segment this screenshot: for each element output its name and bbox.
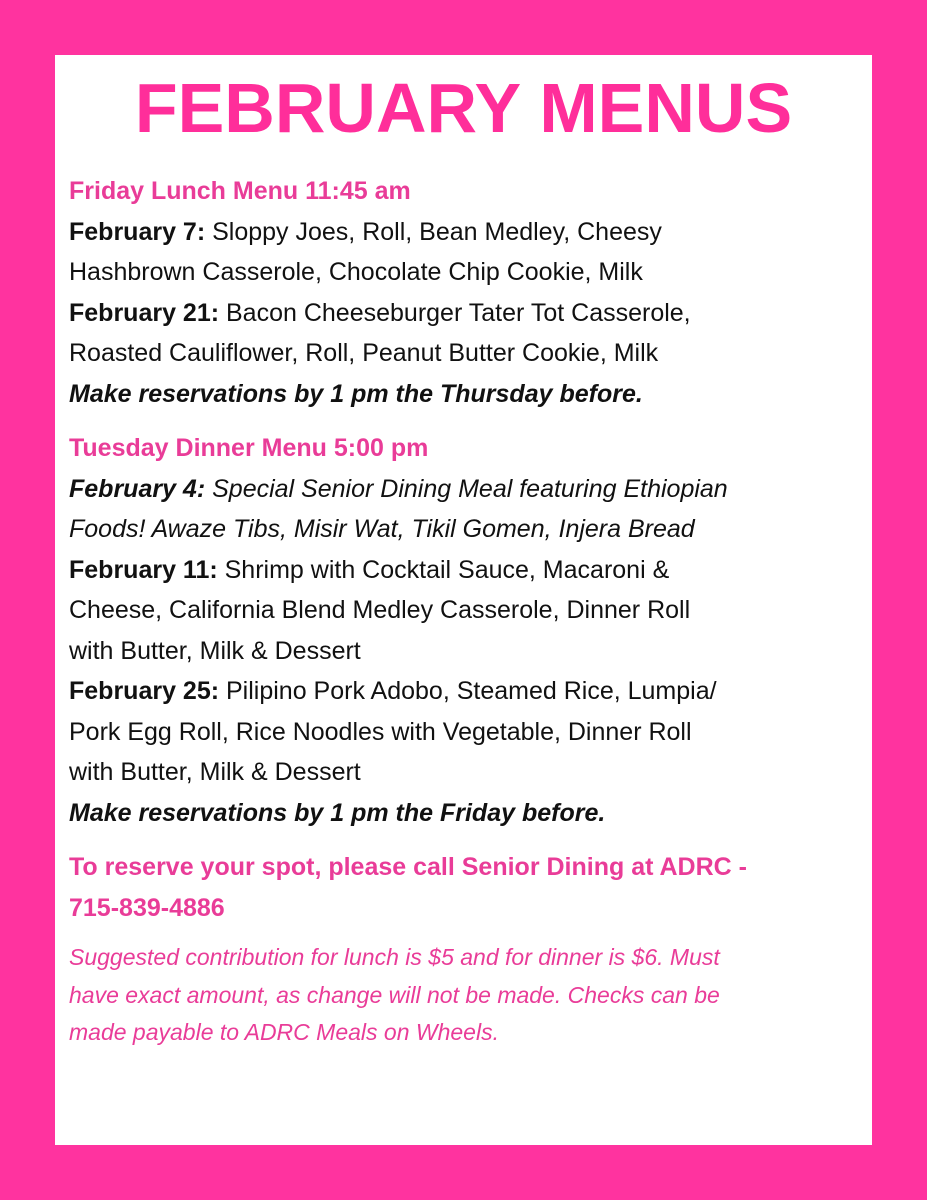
entry-text: Sloppy Joes, Roll, Bean Medley, Cheesy <box>205 217 662 246</box>
dinner-reservation-note: Make reservations by 1 pm the Friday before. <box>69 798 606 827</box>
entry-date: February 21: <box>69 298 220 327</box>
entry-date: February 25: <box>69 677 220 705</box>
entry-text: Special Senior Dining Meal featuring Ethiopian <box>205 474 728 503</box>
phone-number: 715-839-4886 <box>69 893 225 922</box>
entry-text-cont: Foods! Awaze Tibs, Misir Wat, Tikil Gomen, Injera Bread <box>69 515 695 543</box>
entry-text: Bacon Cheeseburger Tater Tot Casserole, <box>219 298 691 327</box>
entry-text-cont: Roasted Cauliflower, Roll, Peanut Butter Cookie, Milk <box>69 339 659 367</box>
dinner-entry-feb-11 <box>69 550 869 591</box>
lunch-reservation-note: Make reservations by 1 pm the Thursday before. <box>69 379 643 408</box>
entry-date: February 11: <box>69 555 218 584</box>
lunch-heading: Friday Lunch Menu 11:45 am <box>69 177 411 205</box>
entry-text-cont: Cheese, California Blend Medley Casserole, Dinner Roll <box>69 596 691 624</box>
menu-content <box>69 171 869 1052</box>
entry-text-cont: Hashbrown Casserole, Chocolate Chip Cookie, Milk <box>69 258 643 286</box>
dinner-entry-feb-4 <box>69 469 869 510</box>
lunch-entry-feb-7 <box>69 212 869 253</box>
entry-text-cont: Pork Egg Roll, Rice Noodles with Vegetable, Dinner Roll <box>69 717 692 746</box>
contribution-line: made payable to ADRC Meals on Wheels. <box>69 1019 499 1045</box>
dinner-entry-feb-25 <box>69 671 869 712</box>
entry-text-cont: with Butter, Milk & Dessert <box>69 636 361 665</box>
entry-text-cont: with Butter, Milk & Dessert <box>69 758 361 786</box>
contribution-line: have exact amount, as change will not be made. Checks can be <box>69 981 720 1008</box>
reservation-call-line: To reserve your spot, please call Senior Dining at ADRC - <box>69 853 747 881</box>
entry-text: Pilipino Pork Adobo, Steamed Rice, Lumpia/ <box>219 677 717 705</box>
page-title: FEBRUARY MENUS <box>134 69 793 147</box>
lunch-entry-feb-21 <box>69 293 869 334</box>
entry-text: Shrimp with Cocktail Sauce, Macaroni & <box>217 555 670 584</box>
dinner-heading: Tuesday Dinner Menu 5:00 pm <box>69 434 429 462</box>
contribution-line: Suggested contribution for lunch is $5 and for dinner is $6. Must <box>69 944 720 970</box>
entry-date: February 4: <box>69 474 206 503</box>
entry-date: February 7: <box>69 217 206 246</box>
